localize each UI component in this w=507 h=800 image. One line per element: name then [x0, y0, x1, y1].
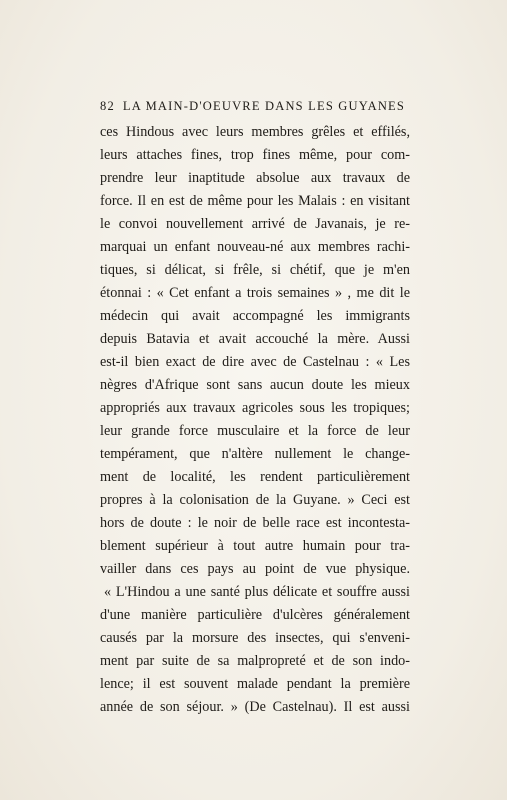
- body-text: [100, 121, 410, 719]
- text-line: prendre leur inaptitude absolue aux travaux de: [100, 170, 410, 186]
- text-line: ces Hindous avec leurs membres grêles et effilés,: [100, 124, 410, 140]
- text-line: d'une manière particulière d'ulcères généralement: [100, 607, 410, 623]
- text-line: vailler dans ces pays au point de vue physique.: [100, 561, 410, 577]
- text-line: ment par suite de sa malpropreté et de son indo-: [100, 653, 410, 669]
- text-line: depuis Batavia et avait accouché la mère. Aussi: [100, 331, 410, 347]
- page-number: 82: [100, 99, 115, 113]
- text-line: nègres d'Afrique sont sans aucun doute les mieux: [100, 377, 410, 393]
- running-header: [100, 99, 410, 114]
- text-line: hors de doute : le noir de belle race est incontesta-: [100, 515, 410, 531]
- text-line: étonnai : « Cet enfant a trois semaines » , me dit le: [100, 285, 410, 301]
- text-line: est-il bien exact de dire avec de Castelnau : « Les: [100, 354, 410, 370]
- text-line: leur grande force musculaire et la force de leur: [100, 423, 410, 439]
- text-line: blement supérieur à tout autre humain pour tra-: [100, 538, 410, 554]
- text-line: force. Il en est de même pour les Malais : en visitant: [100, 193, 410, 209]
- text-line: causés par la morsure des insectes, qui s'enveni-: [100, 630, 410, 646]
- text-line: marquai un enfant nouveau-né aux membres rachi-: [100, 239, 410, 255]
- text-line: médecin qui avait accompagné les immigrants: [100, 308, 410, 324]
- text-line: leurs attaches fines, trop fines même, pour com-: [100, 147, 410, 163]
- running-title: LA MAIN-D'OEUVRE DANS LES GUYANES: [122, 99, 406, 113]
- text-line: tiques, si délicat, si frêle, si chétif, que je m'en: [100, 262, 410, 278]
- text-line: appropriés aux travaux agricoles sous les tropiques;: [100, 400, 410, 416]
- text-line: tempérament, que n'altère nullement le change-: [100, 446, 410, 462]
- text-line: lence; il est souvent malade pendant la première: [100, 676, 410, 692]
- text-line: ment de localité, les rendent particulièrement: [100, 469, 410, 485]
- text-line: année de son séjour. » (De Castelnau). Il est aussi: [100, 699, 410, 715]
- text-line: le convoi nouvellement arrivé de Javanais, je re-: [100, 216, 410, 232]
- text-line: propres à la colonisation de la Guyane. » Ceci est: [100, 492, 410, 508]
- text-line: « L'Hindou a une santé plus délicate et souffre aussi: [104, 584, 410, 600]
